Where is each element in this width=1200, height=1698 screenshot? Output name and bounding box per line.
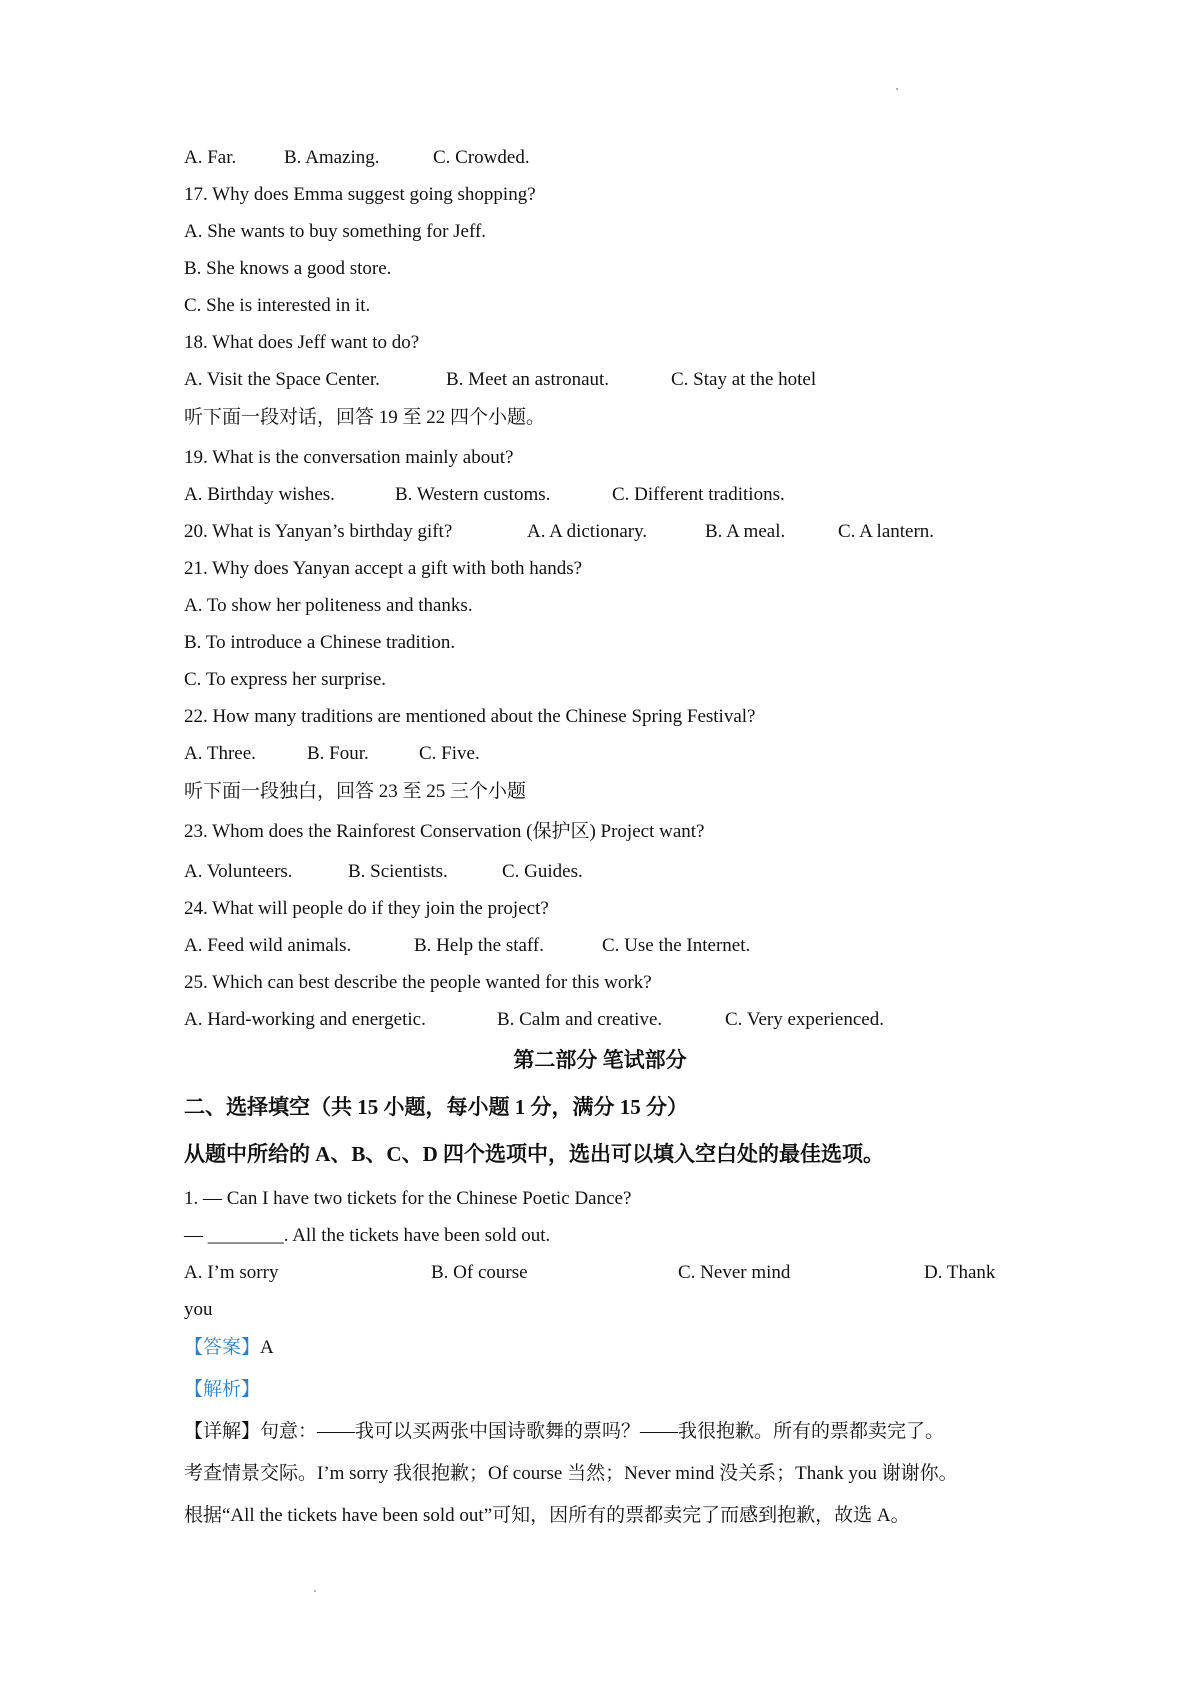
q17-option-a: A. She wants to buy something for Jeff.: [184, 221, 487, 242]
q20-option-c: C. A lantern.: [838, 521, 935, 542]
answer-value: A: [260, 1337, 274, 1358]
q18-question: 18. What does Jeff want to do?: [184, 332, 420, 353]
q20-question: 20. What is Yanyan’s birthday gift?: [184, 521, 453, 542]
q25-option-a: A. Hard-working and energetic.: [184, 1009, 426, 1030]
section-two-instruction: 从题中所给的 A、B、C、D 四个选项中，选出可以填入空白处的最佳选项。: [184, 1142, 885, 1166]
q22-option-a: A. Three.: [184, 743, 256, 764]
w-q1-option-c: C. Never mind: [678, 1262, 791, 1283]
detail-line-1: 【详解】句意：——我可以买两张中国诗歌舞的票吗？——我很抱歉。所有的票都卖完了。: [184, 1421, 945, 1442]
instruction-19-22: 听下面一段对话，回答 19 至 22 四个小题。: [184, 407, 546, 428]
w-q1-option-d: D. Thank: [924, 1262, 996, 1283]
q23-question: 23. Whom does the Rainforest Conservation (保护区) Project want?: [184, 821, 705, 842]
q24-option-b: B. Help the staff.: [414, 935, 544, 956]
q24-option-a: A. Feed wild animals.: [184, 935, 352, 956]
q21-option-a: A. To show her politeness and thanks.: [184, 595, 473, 616]
q20-option-a: A. A dictionary.: [527, 521, 648, 542]
q17-option-c: C. She is interested in it.: [184, 295, 371, 316]
answer-label: 【答案】: [184, 1337, 261, 1358]
q19-option-a: A. Birthday wishes.: [184, 484, 335, 505]
q25-question: 25. Which can best describe the people wanted for this work?: [184, 972, 652, 993]
w-q1-line2: — ________. All the tickets have been sold out.: [184, 1225, 551, 1246]
q21-question: 21. Why does Yanyan accept a gift with both hands?: [184, 558, 583, 579]
w-q1-option-b: B. Of course: [431, 1262, 528, 1283]
q16-option-c: C. Crowded.: [433, 147, 530, 168]
q16-option-a: A. Far.: [184, 147, 237, 168]
q19-option-b: B. Western customs.: [395, 484, 551, 505]
q23-option-b: B. Scientists.: [348, 861, 448, 882]
q24-question: 24. What will people do if they join the project?: [184, 898, 549, 919]
q20-option-b: B. A meal.: [705, 521, 786, 542]
q23-option-a: A. Volunteers.: [184, 861, 293, 882]
q23-option-c: C. Guides.: [502, 861, 583, 882]
q22-option-c: C. Five.: [419, 743, 480, 764]
w-q1-line1: 1. — Can I have two tickets for the Chinese Poetic Dance?: [184, 1188, 632, 1209]
speck-mark: [314, 1590, 316, 1592]
q21-option-c: C. To express her surprise.: [184, 669, 387, 690]
q18-option-c: C. Stay at the hotel: [671, 369, 817, 390]
q22-question: 22. How many traditions are mentioned about the Chinese Spring Festival?: [184, 706, 756, 727]
part-two-title: 第二部分 笔试部分: [513, 1048, 687, 1072]
q24-option-c: C. Use the Internet.: [602, 935, 751, 956]
q19-option-c: C. Different traditions.: [612, 484, 785, 505]
analysis-label: 【解析】: [184, 1379, 261, 1400]
w-q1-option-d-wrap: you: [184, 1299, 213, 1320]
q16-option-b: B. Amazing.: [284, 147, 380, 168]
q18-option-a: A. Visit the Space Center.: [184, 369, 380, 390]
speck-mark: [896, 88, 898, 90]
section-two-title: 二、选择填空（共 15 小题，每小题 1 分，满分 15 分）: [184, 1095, 688, 1119]
q22-option-b: B. Four.: [307, 743, 369, 764]
q21-option-b: B. To introduce a Chinese tradition.: [184, 632, 456, 653]
detail-line-3: 根据“All the tickets have been sold out”可知，因所有的票都卖完了而感到抱歉，故选 A。: [184, 1505, 910, 1526]
w-q1-option-a: A. I’m sorry: [184, 1262, 279, 1283]
instruction-23-25: 听下面一段独白，回答 23 至 25 三个小题: [184, 781, 527, 802]
detail-line-2: 考查情景交际。I’m sorry 我很抱歉；Of course 当然；Never mind 没关系；Thank you 谢谢你。: [184, 1463, 958, 1484]
q18-option-b: B. Meet an astronaut.: [446, 369, 610, 390]
q17-question: 17. Why does Emma suggest going shopping?: [184, 184, 536, 205]
q19-question: 19. What is the conversation mainly about?: [184, 447, 514, 468]
q17-option-b: B. She knows a good store.: [184, 258, 392, 279]
q25-option-b: B. Calm and creative.: [497, 1009, 663, 1030]
answer-line: [184, 1336, 274, 1360]
q25-option-c: C. Very experienced.: [725, 1009, 884, 1030]
